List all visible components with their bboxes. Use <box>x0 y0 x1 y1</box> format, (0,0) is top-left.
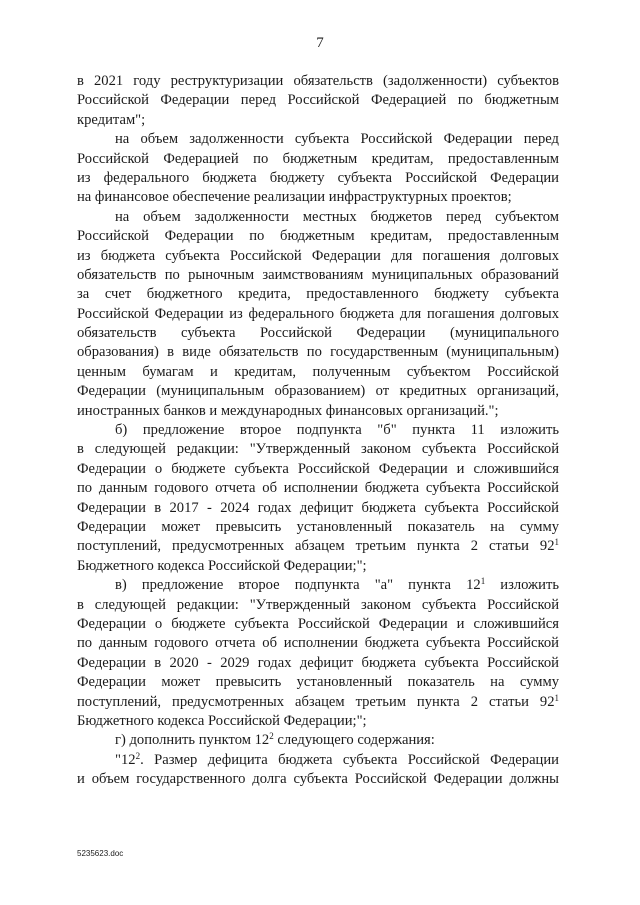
text-line: по данным годового отчета об исполнении бюджета субъекта Российской <box>77 635 559 652</box>
text-line: Российской Федерации по бюджетным кредитам, предоставленным <box>77 228 559 245</box>
text-line: из федерального бюджета бюджету субъекта Российской Федерации <box>77 169 559 186</box>
text-line <box>77 693 559 712</box>
text-line: Российской Федерацией по бюджетным кредитам, предоставленным <box>77 150 559 167</box>
text-line: на объем задолженности местных бюджетов перед субъектом <box>115 208 559 225</box>
text-line: Федерации о бюджете субъекта Российской Федерации и сложившийся <box>77 460 559 477</box>
text-line: в следующей редакции: "Утвержденный законом субъекта Российской <box>77 441 559 458</box>
page-number: 7 <box>316 35 324 51</box>
superscript: 2 <box>269 731 274 742</box>
text-segment: следующего содержания: <box>277 732 435 749</box>
file-name-footer: 5235623.doc <box>77 849 124 858</box>
text-line: за счет бюджетного кредита, предоставленного бюджету субъекта <box>77 286 559 303</box>
text-segment: . Размер дефицита бюджета субъекта Российской Федерации <box>140 751 559 768</box>
text-line: Бюджетного кодекса Российской Федерации;"; <box>77 557 367 574</box>
text-line: Федерации (муниципальным образованием) от кредитных организаций, <box>77 383 559 400</box>
document-body <box>77 72 559 789</box>
text-line: Российской Федерации из федерального бюджета для погашения долговых <box>77 305 559 322</box>
text-line: Российской Федерации перед Российской Федерацией по бюджетным <box>77 92 559 109</box>
superscript: 1 <box>554 537 559 548</box>
text-line: образования) в виде обязательств по государственным (муниципальным) <box>77 344 559 361</box>
text-line: иностранных банков и международных финансовых организаций."; <box>77 402 499 419</box>
text-segment: поступлений, предусмотренных абзацем третьим пункта 2 статьи 92 <box>77 693 555 710</box>
text-line: обязательств субъекта Российской Федерации (муниципального <box>77 325 559 342</box>
text-line: по данным годового отчета об исполнении бюджета субъекта Российской <box>77 480 559 497</box>
text-segment: г) дополнить пунктом 12 <box>115 732 270 749</box>
text-line: б) предложение второе подпункта "б" пункта 11 изложить <box>115 422 559 439</box>
text-line: Федерации может превысить установленный показатель на сумму <box>77 674 559 691</box>
text-line: на финансовое обеспечение реализации инфраструктурных проектов; <box>77 189 512 206</box>
text-line: кредитам"; <box>77 111 146 128</box>
text-line: и объем государственного долга субъекта Российской Федерации должны <box>77 771 559 788</box>
text-line <box>77 537 559 556</box>
text-line: в следующей редакции: "Утвержденный законом субъекта Российской <box>77 596 559 613</box>
superscript: 1 <box>480 576 486 587</box>
text-line <box>77 751 559 770</box>
text-line <box>77 576 559 595</box>
text-segment: в) предложение второе подпункта "а" пункта 12 <box>115 577 481 594</box>
text-line: обязательств по рыночным заимствованиям муниципальных образований <box>77 266 559 283</box>
text-line: из бюджета субъекта Российской Федерации для погашения долговых <box>77 247 559 264</box>
text-line: Федерации может превысить установленный показатель на сумму <box>77 518 559 535</box>
superscript: 1 <box>554 692 559 703</box>
text-line: в 2021 году реструктуризации обязательств (задолженности) субъектов <box>77 73 559 89</box>
text-segment: "12 <box>115 751 136 768</box>
text-line: ценным бумагам и кредитам, полученным субъектом Российской <box>77 363 559 380</box>
superscript: 2 <box>135 750 141 761</box>
text-line: Федерации в 2020 - 2029 годах дефицит бюджета субъекта Российской <box>77 654 559 671</box>
text-line: Федерации о бюджете субъекта Российской Федерации и сложившийся <box>77 615 559 632</box>
text-line: на объем задолженности субъекта Российской Федерации перед <box>115 131 559 148</box>
text-line: Бюджетного кодекса Российской Федерации;"; <box>77 712 367 729</box>
text-segment: изложить <box>485 577 559 594</box>
text-line <box>77 731 559 750</box>
text-line: Федерации в 2017 - 2024 годах дефицит бюджета субъекта Российской <box>77 499 559 516</box>
text-segment: поступлений, предусмотренных абзацем третьим пункта 2 статьи 92 <box>77 538 555 555</box>
